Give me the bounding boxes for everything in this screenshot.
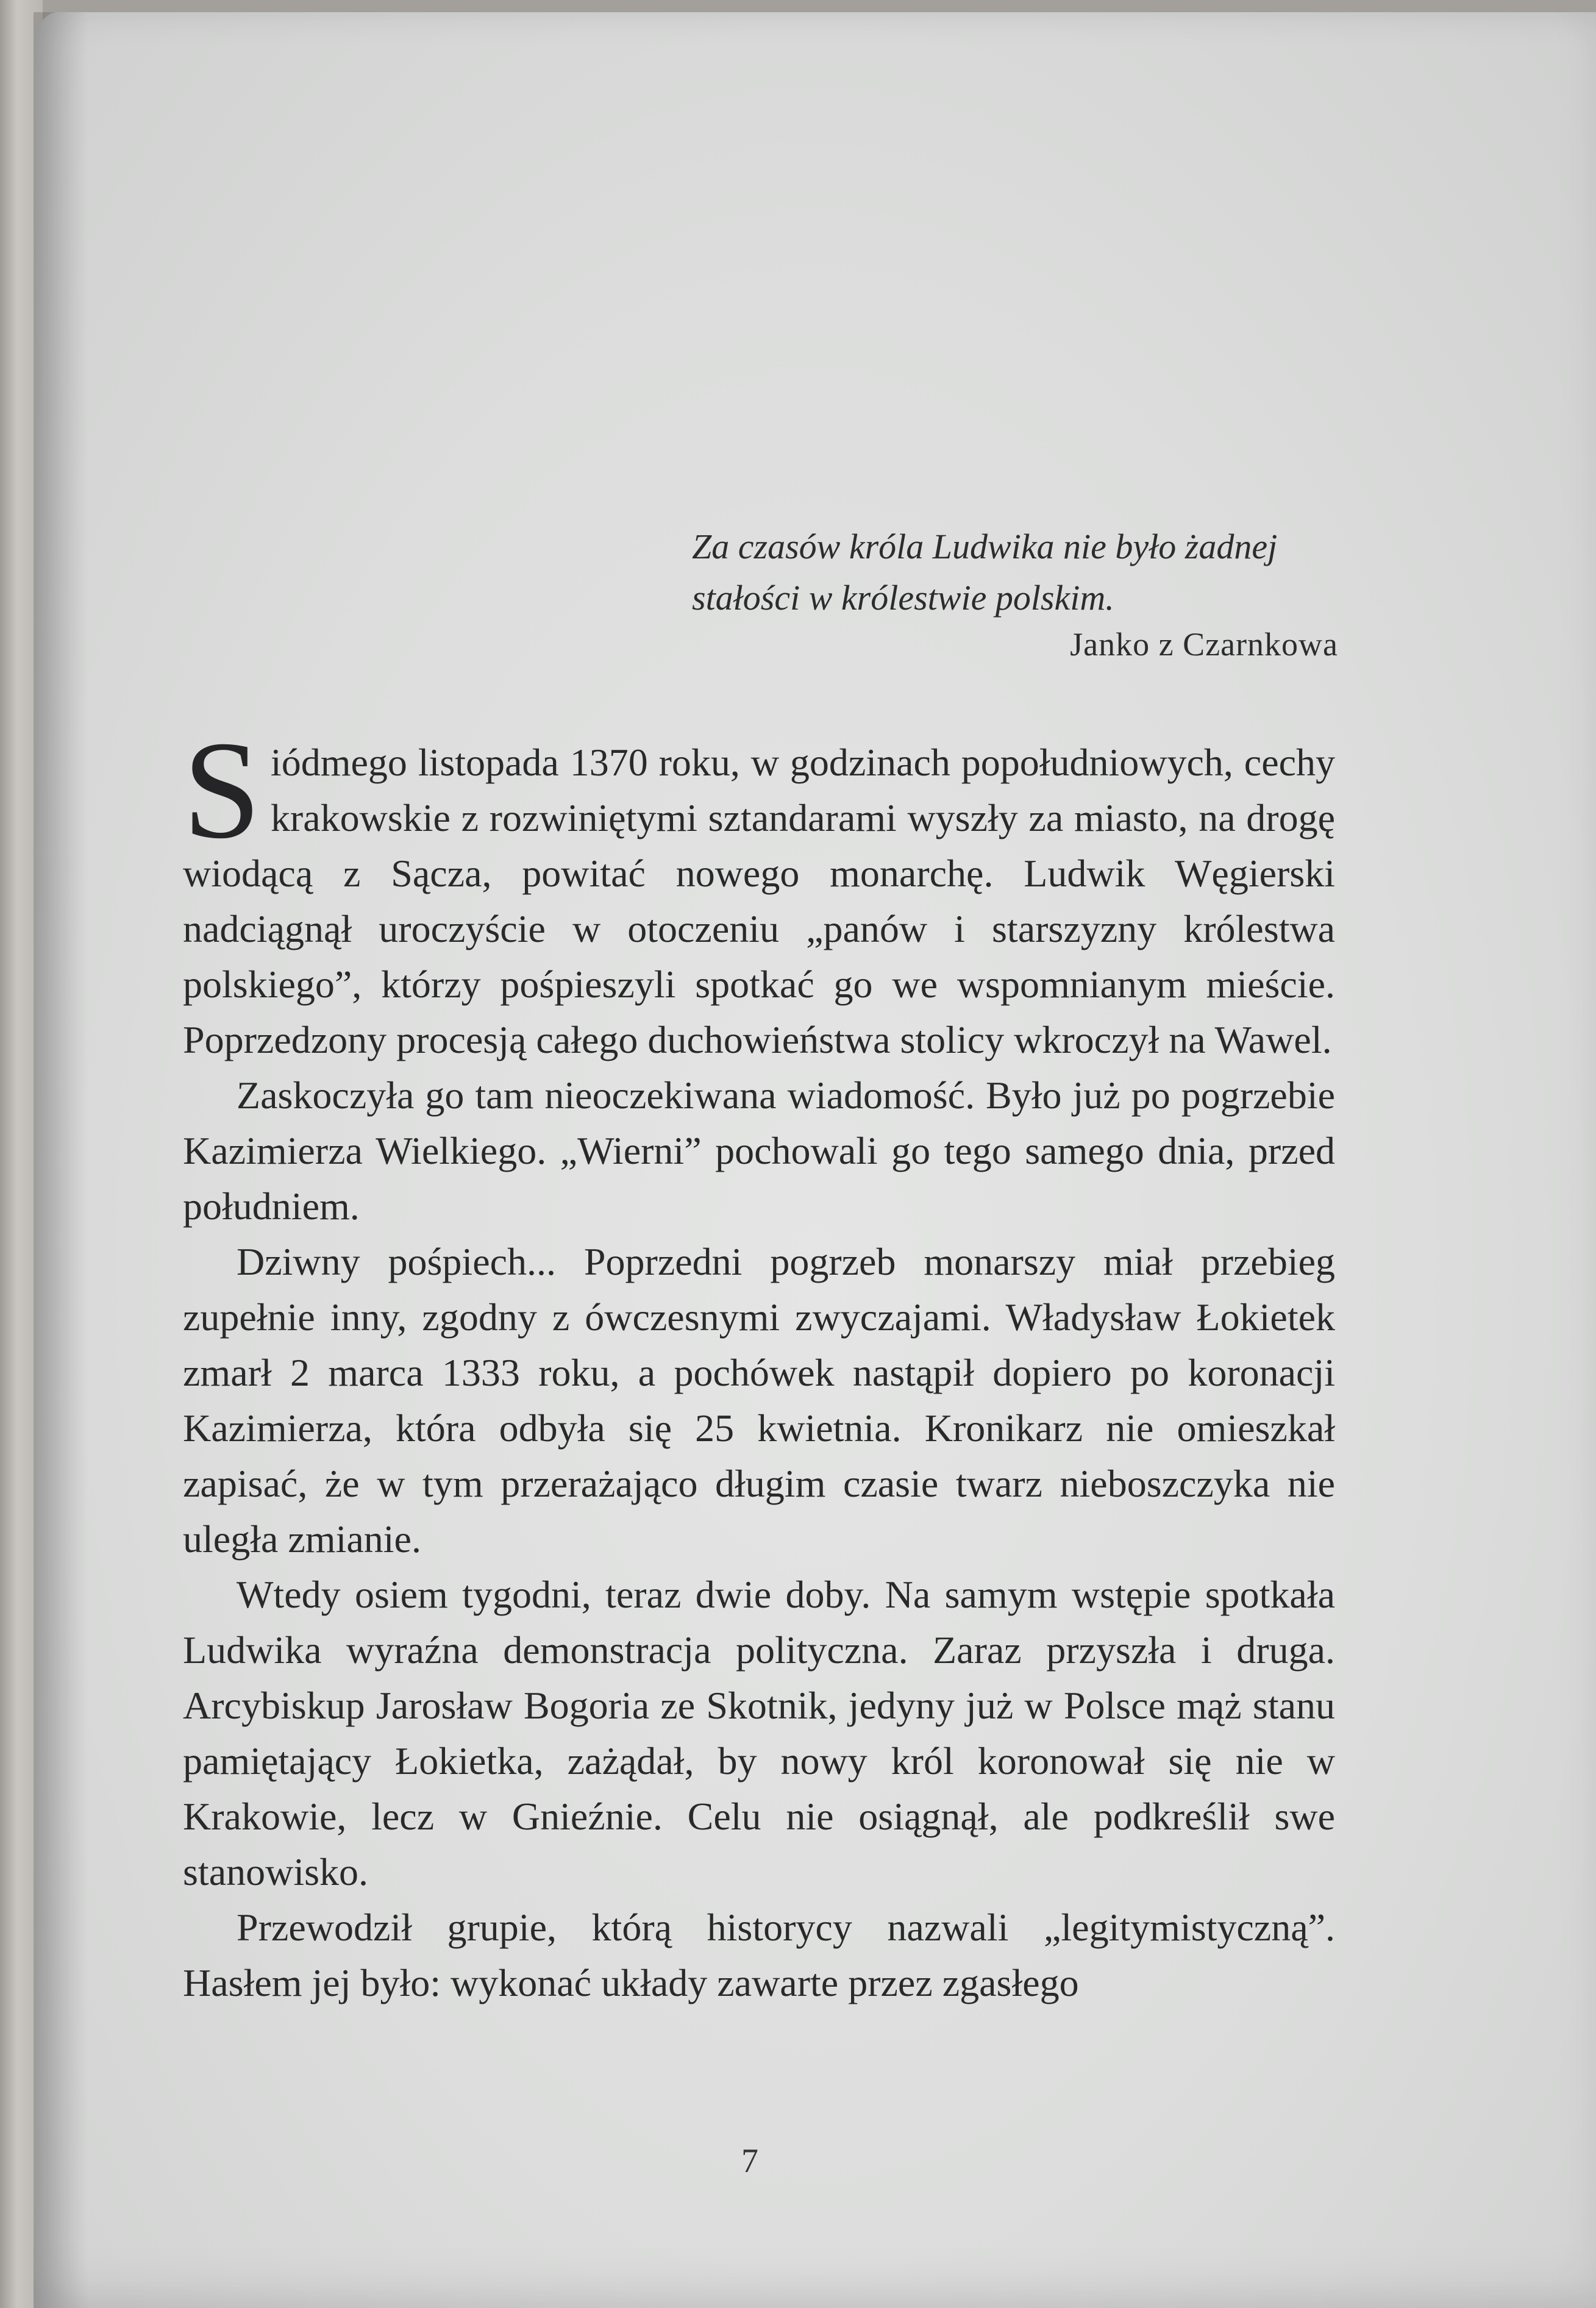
page-number: 7	[741, 2142, 758, 2180]
epigraph	[692, 521, 1338, 624]
paragraph-4: Wtedy osiem tygodni, teraz dwie doby. Na samym wstępie spotkała Ludwika wyraźna demonstracja polityczna. Zaraz przyszła i druga. Arcybiskup Jarosław Bogoria ze Skotnik, jedyny już w Polsce mąż stanu pamiętający Łokietka, zażądał, by nowy król koronował się nie w Krakowie, lecz w Gnieźnie. Celu nie osiągnął, ale podkreślił swe stanowisko.	[183, 1573, 1335, 1893]
paragraph-3: Dziwny pośpiech... Poprzedni pogrzeb monarszy miał przebieg zupełnie inny, zgodny z ówczesnymi zwyczajami. Władysław Łokietek zmarł 2 marca 1333 roku, a pochówek nastąpił dopiero po koronacji Kazimierza, która odbyła się 25 kwietnia. Kronikarz nie omieszkał zapisać, że w tym przerażająco długim czasie twarz nieboszczyka nie uległa zmianie.	[183, 1240, 1335, 1561]
drop-cap: S	[183, 712, 261, 867]
chapter-body	[183, 712, 1335, 2011]
epigraph-author: Janko z Czarnkowa	[1070, 626, 1338, 663]
paragraph-1-text: iódmego listopada 1370 roku, w godzinach popołudniowych, cechy krakowskie z rozwiniętymi sztandarami wyszły za miasto, na drogę wiodącą z Sącza, powitać nowego monarchę. Ludwik Węgierski nadciągnął uroczyście w otoczeniu „panów i starszyzny królestwa polskiego”, którzy pośpieszyli spotkać go we wspomnianym mieście. Poprzedzony procesją całego duchowieństwa stolicy wkroczył na Wawel.	[183, 741, 1335, 1061]
paragraph-2: Zaskoczyła go tam nieoczekiwana wiadomość. Było już po pogrzebie Kazimierza Wielkiego. „Wierni” pochowali go tego samego dnia, przed południem.	[183, 1074, 1335, 1228]
epigraph-line-1: Za czasów króla Ludwika nie było żadnej	[692, 527, 1278, 566]
paragraph-1	[183, 712, 1335, 1067]
paragraph-5: Przewodził grupie, którą historycy nazwali „legitymistyczną”. Hasłem jej było: wykonać układy zawarte przez zgasłego	[183, 1906, 1335, 2004]
epigraph-line-2: stałości w królestwie polskim.	[692, 578, 1114, 618]
